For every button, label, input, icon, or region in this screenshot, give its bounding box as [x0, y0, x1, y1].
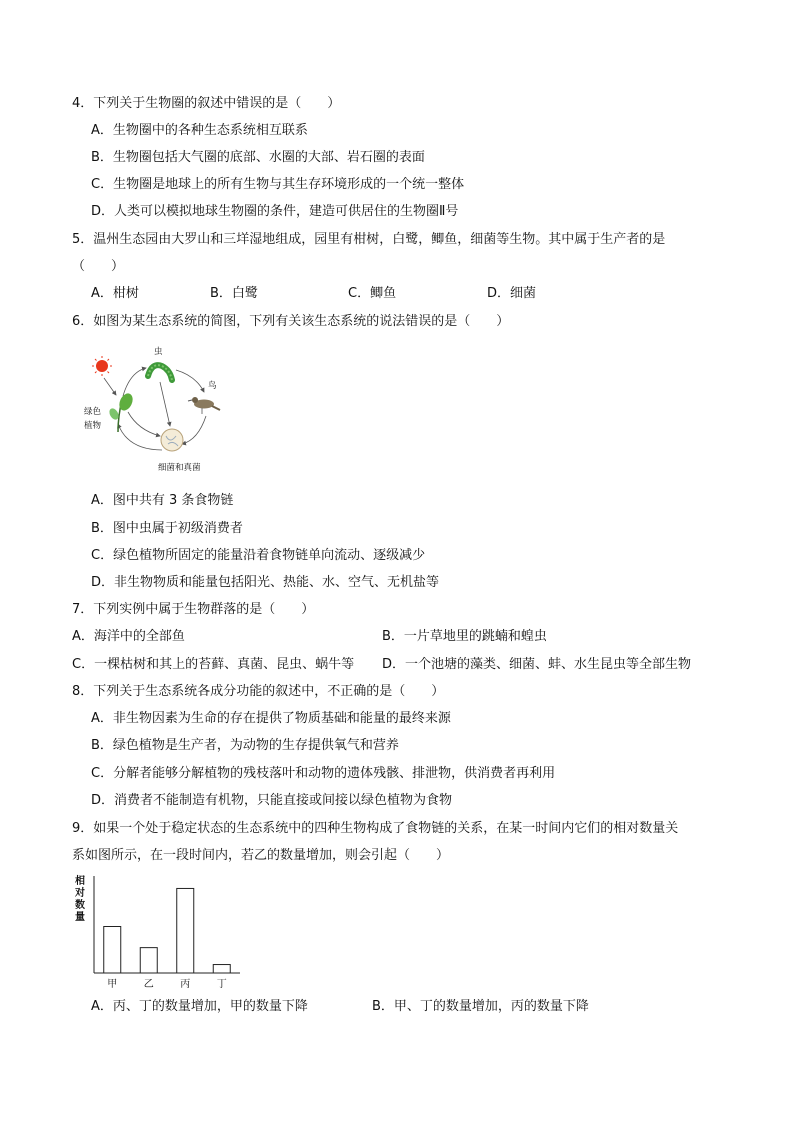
label-insect: 虫 — [154, 347, 163, 357]
q4-option-b: B．生物圈包括大气圈的底部、水圈的大部、岩石圈的表面 — [91, 150, 425, 165]
q6-option-b: B．图中虫属于初级消费者 — [91, 521, 243, 536]
q5-stem-line2: （ ） — [72, 259, 125, 274]
q4-option-a: A．生物圈中的各种生态系统相互联系 — [91, 123, 308, 138]
q4-option-d: D．人类可以模拟地球生物圈的条件，建造可供居住的生物圈Ⅱ号 — [91, 204, 459, 219]
y-label-char: 量 — [75, 912, 85, 923]
q8-option-b: B．绿色植物是生产者，为动物的生存提供氧气和营养 — [91, 738, 399, 753]
q6-option-c: C．绿色植物所固定的能量沿着食物链单向流动、逐级减少 — [91, 548, 426, 563]
q6-option-a: A．图中共有 3 条食物链 — [91, 493, 234, 508]
q7-option-d: D．一个池塘的藻类、细菌、蚌、水生昆虫等全部生物 — [382, 657, 692, 672]
q5-option-d: D．细菌 — [487, 286, 537, 301]
label-plant-line2: 植物 — [84, 421, 102, 431]
x-tick-label: 丁 — [216, 979, 227, 990]
q7-stem: 7．下列实例中属于生物群落的是（ ） — [72, 602, 315, 617]
q9-option-b: B．甲、丁的数量增加，丙的数量下降 — [372, 999, 589, 1014]
q8-option-a: A．非生物因素为生命的存在提供了物质基础和能量的最终来源 — [91, 711, 451, 726]
q4-stem: 4．下列关于生物圈的叙述中错误的是（ ） — [72, 96, 341, 111]
q9-option-a: A．丙、丁的数量增加，甲的数量下降 — [91, 999, 308, 1014]
sun-icon — [92, 356, 112, 376]
y-label-char: 对 — [75, 888, 85, 899]
q6-stem: 6．如图为某生态系统的简图，下列有关该生态系统的说法错误的是（ ） — [72, 314, 510, 329]
chart-ylabel — [74, 874, 85, 923]
bar-1 — [140, 948, 157, 973]
q5-option-b: B．白鹭 — [210, 286, 258, 301]
q6-option-d: D．非生物物质和能量包括阳光、热能、水、空气、无机盐等 — [91, 575, 440, 590]
q7-option-a: A．海洋中的全部鱼 — [72, 629, 185, 644]
q9-stem-line2: 系如图所示，在一段时间内，若乙的数量增加，则会引起（ ） — [72, 848, 450, 863]
q8-option-c: C．分解者能够分解植物的残枝落叶和动物的遗体残骸、排泄物，供消费者再利用 — [91, 766, 556, 781]
q7-option-c: C．一棵枯树和其上的苔藓、真菌、昆虫、蜗牛等 — [72, 657, 355, 672]
label-plant-line1: 绿色 — [84, 407, 102, 417]
x-tick-label: 乙 — [143, 979, 154, 990]
bar-0 — [104, 927, 121, 974]
bar-3 — [213, 965, 230, 973]
label-decomposer: 细菌和真菌 — [158, 463, 201, 473]
plant-icon — [108, 391, 136, 432]
q5-option-a: A．柑树 — [91, 286, 139, 301]
x-tick-label: 丙 — [180, 979, 191, 990]
bacteria-fungi-icon — [161, 429, 183, 451]
q7-option-b: B．一片草地里的跳蝻和蝗虫 — [382, 629, 547, 644]
bird-icon — [188, 397, 220, 414]
relative-quantity-bar-chart — [70, 872, 250, 992]
q8-stem: 8．下列关于生态系统各成分功能的叙述中，不正确的是（ ） — [72, 684, 445, 699]
q5-stem-line1: 5．温州生态园由大罗山和三垟湿地组成，园里有柑树，白鹭，鲫鱼，细菌等生物。其中属于生产者的是 — [72, 232, 666, 247]
food-web-figure — [78, 340, 228, 478]
q5-option-c: C．鲫鱼 — [348, 286, 397, 301]
q9-stem-line1: 9．如果一个处于稳定状态的生态系统中的四种生物构成了食物链的关系，在某一时间内它们的相对数量关 — [72, 821, 679, 836]
label-bird: 鸟 — [208, 381, 217, 391]
q8-option-d: D．消费者不能制造有机物，只能直接或间接以绿色植物为食物 — [91, 793, 453, 808]
y-label-char: 数 — [75, 900, 85, 911]
caterpillar-icon — [148, 365, 172, 380]
y-label-char: 相 — [75, 876, 85, 887]
q4-option-c: C．生物圈是地球上的所有生物与其生存环境形成的一个统一整体 — [91, 177, 465, 192]
bar-2 — [177, 888, 194, 973]
x-tick-label: 甲 — [107, 979, 118, 990]
